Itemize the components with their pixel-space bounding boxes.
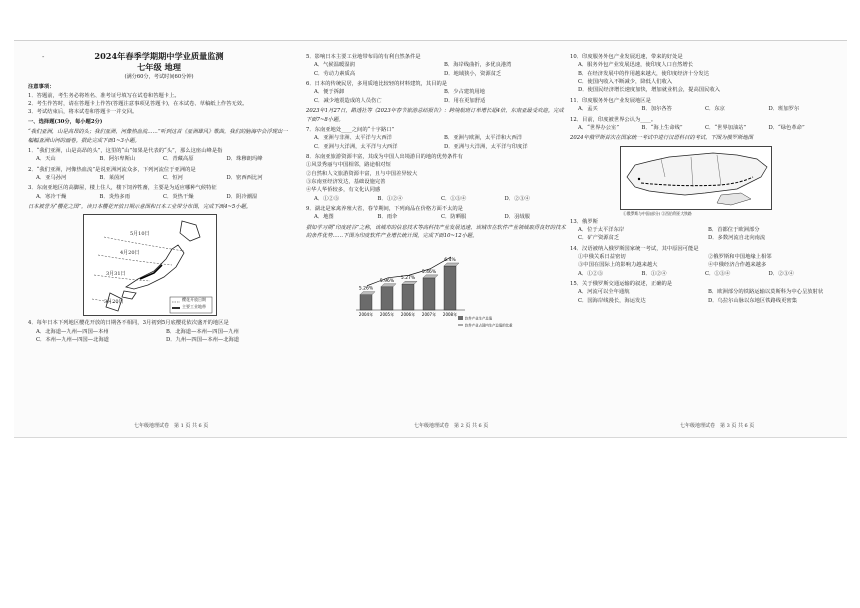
map-intro: 日本被誉为“樱花之国”，读日本樱花开放日期示意图和日本工业带分布图，完成下面4~5小题。 (28, 204, 252, 211)
option: A．天山 (36, 156, 56, 163)
bar (360, 291, 375, 309)
option: C．减少地震造成的人员伤亡 (314, 97, 382, 104)
option: D．多数河流自北向南流 (708, 235, 766, 242)
chart-legend (458, 315, 513, 327)
option: D．九州—四国—本州—北海道 (166, 337, 240, 344)
option: A．河流可以全年通航 (578, 289, 630, 296)
legend-label: 软件产业生产总值 (465, 316, 493, 321)
bar-chart-svg (346, 244, 513, 332)
option: B．①②④ (641, 270, 667, 277)
option: D．班加罗尔 (768, 106, 800, 113)
map-label: 3月20日 (104, 299, 124, 306)
x-tick-label: 2004年 (358, 311, 374, 317)
statement-item: ①风景秀丽与中国相邻，路途相对短 (306, 162, 391, 169)
option: B．亚洲与欧洲，太平洋和大西洋 (444, 135, 523, 142)
bar-value-label: 5.96% (379, 278, 395, 284)
option: A．位于太平洋东岸 (578, 226, 625, 233)
question-stem: 1．“我们亚洲，山是高昂的头”，这里的“山”如果是代表的“头”，那么这座山峰是指 (28, 147, 223, 154)
option: B．炎热多雨 (99, 193, 130, 200)
option: D．地域狭小，资源贫乏 (444, 70, 502, 77)
option: D．阴冷潮湿 (226, 193, 258, 200)
statement-item: ②俄罗斯和中国地缘上相邻 (708, 254, 772, 261)
option-list (314, 88, 568, 105)
map-label: 3月31日 (106, 271, 126, 278)
option: A．气候温暖湿润 (314, 62, 355, 69)
option: B．加尔各答 (641, 106, 672, 113)
option: A．“世界办公室” (578, 124, 620, 131)
page-1 (28, 51, 290, 344)
question-intro: “我们亚洲，山是高昂的头；我们亚洲，河像热血流……”听到这首《亚洲雄风》歌曲，我们的脑海中会浮现出一幅幅亚洲山河的画卷。据此完成下面1~3小题。 (28, 129, 288, 144)
x-tick-label: 2007年 (421, 311, 437, 317)
option: A．孟买 (578, 106, 598, 113)
page-footer: 七年级地理试卷 第 2 页 共 6 页 (414, 423, 489, 429)
option: B．欧洲部分的铁路运输以莫斯科为中心呈放射状 (708, 289, 824, 296)
x-tick-label: 2008年 (442, 311, 458, 317)
option-list (36, 328, 290, 345)
notice-item: 1．答题前，考生务必将姓名、准考证号填写在试卷和答题卡上。 (28, 92, 180, 99)
question-stem: 10．印度服务外包产业发展迅速，带来的好处是 (570, 54, 683, 60)
statement-item: ④中俄经济合作越来越多 (708, 262, 767, 269)
x-tick-label: 2005年 (379, 311, 395, 317)
option: D．②③④ (504, 195, 530, 202)
question-stem: 3．东南亚地区的高脚屋，楼上住人，楼下饲养牲畜，主要是为适应哪种气候特征 (28, 185, 217, 192)
x-tick-label: 2006年 (400, 311, 416, 317)
statement-item: ②自然和人文旅游资源丰富，且与中国差异较大 (306, 170, 418, 177)
question-stem: 2．“我们亚洲，河像热血流”是说亚洲河流众多，下列河流位于亚洲的是 (28, 166, 196, 173)
option: B．海岸线曲折，多优良港湾 (444, 62, 512, 69)
russia-outline-icon (621, 147, 771, 209)
option-list (314, 195, 568, 203)
exam-time: (满分60分，考试时间60分钟) (124, 74, 194, 81)
option: C．劳动力素质高 (314, 70, 356, 77)
option: A．服务外包产业发展迅速，使印度人口自然增长 (578, 62, 694, 69)
question-stem: 14．汉语被纳入俄罗斯国家统一考试，其中原因可能是 (570, 245, 699, 252)
statement-item: ④华人华侨较多，有文化认同感 (306, 187, 381, 194)
option: A．①②③ (578, 270, 604, 277)
option: C．亚洲与大洋洲，太平洋与大西洋 (314, 143, 398, 150)
option: C．矿产资源贫乏 (578, 235, 620, 242)
question-stem: 12．目前，印度被世界公认为____。 (570, 116, 657, 123)
japan-map (83, 214, 217, 316)
page-3 (570, 51, 832, 305)
question-stem: 11．印度服务外包产业发展地区是 (570, 97, 651, 104)
question-stem: 8．东南亚旅游资源丰富，其成为中国人出境游目的地的优势条件有 (306, 153, 463, 160)
option: B．“海上生命线” (641, 124, 683, 131)
map-legend-label: 主要工业地带 (182, 304, 206, 310)
option: A．亚洲与非洲、太平洋与大西洋 (314, 135, 392, 142)
exam-subject: 七年级 地理 (137, 62, 181, 73)
map-legend-label: 樱花开放日期 (182, 297, 206, 303)
statement-list (578, 253, 832, 270)
option: C．本州—九州—四国—北海道 (36, 337, 109, 344)
question-stem: 15．关于俄罗斯交通运输的叙述，正确的是 (570, 281, 673, 288)
question-stem: 9．湖北是家禽养殖大省，春节期间，下列商品在价格方面不太的是 (306, 206, 463, 213)
option: C．国海岸线漫长，海运发达 (578, 297, 646, 304)
option: D．亚洲与大洋洲，太平洋与印度洋 (444, 143, 528, 150)
exam-sheet (14, 40, 847, 438)
notice-item: 2．考生作答时，请在答题卡上作答(答题注意事项见答题卡)，在本试卷、草稿纸上作答无效。 (28, 101, 248, 108)
map-note: ①俄罗斯与中国(部分) ②西伯利亚大铁路 (623, 210, 692, 216)
question-stem: 7．东南亚地处____之间的“十字路口” (306, 126, 395, 133)
question-stem: 5．影响日本主要工业地带布局的有利自然条件是 (306, 54, 421, 60)
option: A．亚马孙河 (36, 174, 67, 181)
scan-mark: - (42, 53, 45, 61)
option: C．青藏高原 (163, 156, 194, 163)
option-list (578, 105, 832, 113)
option-list (578, 226, 832, 243)
statement-item: ③东南亚经济发达，基础设施完善 (306, 179, 386, 186)
option: D．珠穆朗玛峰 (226, 156, 263, 163)
map-intro: 2024年俄罗斯首次在国家统一考试中进行汉语科目的考试，下图为俄罗斯地图 (570, 135, 753, 142)
option: A．便于拆卸 (314, 89, 345, 96)
option-list (314, 213, 568, 221)
option: C．使国内收入不断减少，降低人们收入 (578, 79, 673, 86)
question-intro: 2023年1月27日，路透社等《2023年春节旅游总结报告》：跨境航班订单增长超4倍，东南亚最受欢迎。完成下面7~8小题。 (306, 108, 564, 123)
option: D．羽绒服 (504, 214, 530, 221)
map-label: 4月20日 (120, 250, 140, 257)
option: A．北海道—九州—四国—本州 (36, 328, 109, 335)
question-stem: 4．每年日本下列地区樱花开放的日期各不相同，3月初到5月底樱花依次盛开的地区是 (28, 320, 229, 327)
option-list (314, 134, 568, 151)
map-label: 5月10日 (130, 231, 150, 238)
bar-value-label: 5.27% (400, 275, 416, 281)
option: B．雨伞 (377, 214, 398, 221)
option-list (314, 61, 568, 78)
page-footer: 七年级地理试卷 第 1 页 共 6 页 (134, 423, 209, 429)
option: B．少占建筑用地 (444, 89, 485, 96)
option: A．①②③ (314, 195, 340, 202)
bar (402, 281, 417, 310)
option-list (36, 174, 290, 182)
option: C．东京 (705, 106, 725, 113)
bar-value-label: 6.4% (444, 257, 456, 263)
notice-item: 3．考试结束后，将本试卷和答题卡一并交回。 (28, 109, 138, 116)
page-footer: 七年级地理试卷 第 3 页 共 6 页 (680, 423, 755, 429)
option: C．恒河 (163, 174, 183, 181)
statement-item: ③中国在国际上的影响力越来越大 (578, 262, 658, 269)
option: B．北海道—本州—四国—九州 (166, 328, 239, 335)
option: C．“世界加油站” (705, 124, 747, 131)
option-list (578, 288, 832, 305)
bar (423, 274, 438, 309)
bar-value-label: 5.26% (358, 286, 374, 292)
option: A．地图 (314, 214, 334, 221)
option: D．使国民经济增长速度加快，增加就业机会，提高国民收入 (578, 87, 720, 94)
option: B．①②④ (377, 195, 403, 202)
option: C．①③④ (705, 270, 731, 277)
bar (444, 263, 459, 310)
russia-map (620, 146, 772, 216)
option-list (578, 124, 832, 132)
option: B．阿尔卑斯山 (99, 156, 136, 163)
option: D．“绿色革命” (768, 124, 805, 131)
software-industry-chart (346, 244, 513, 332)
option: B．首都位于欧洲部分 (708, 226, 760, 233)
option-list (578, 270, 832, 278)
chart-intro: 据如学习期“印度硅谷”之称，该城市的信息技术等高科技产业发展迅速，该城市在软件产业领域取得良好的技术的条件优势……下图为印度软件产业增长统计图。完成下面10~12小题。 (306, 224, 566, 240)
legend-label: 软件产业占国内生产总值的比重 (465, 323, 513, 328)
page-2 (306, 51, 568, 335)
option: C．①③④ (441, 195, 467, 202)
option: D．用在更加舒适 (444, 97, 486, 104)
option: B．莱茵河 (99, 174, 125, 181)
option: D．乌拉尔山脉以东地区铁路线更密集 (708, 297, 797, 304)
question-stem: 13．俄罗斯 (570, 218, 598, 225)
option-list (36, 155, 290, 163)
exam-title: 2024年春季学期期中学业质量监测 (94, 51, 224, 61)
question-stem: 6．日本的传统民居，多用质地比较轻的材料建筑，其目的是 (306, 81, 448, 88)
statement-item: ①中俄关系日益密切 (578, 254, 626, 261)
option: A．寒冷干燥 (36, 193, 67, 200)
option: B．在经济发展中的作用越来越大，使印度经济十分发达 (578, 70, 710, 77)
option: D．②③④ (768, 270, 794, 277)
option-list (36, 193, 290, 201)
bar (381, 283, 396, 309)
option: C．炎热干燥 (163, 193, 194, 200)
section-heading: 一、选择题(30分，每小题2分) (28, 118, 103, 125)
option: C．防晒服 (441, 214, 467, 221)
notice-heading: 注意事项： (28, 84, 55, 91)
option: D．密西西比河 (226, 174, 263, 181)
bar-value-label: 5.46% (421, 269, 437, 275)
